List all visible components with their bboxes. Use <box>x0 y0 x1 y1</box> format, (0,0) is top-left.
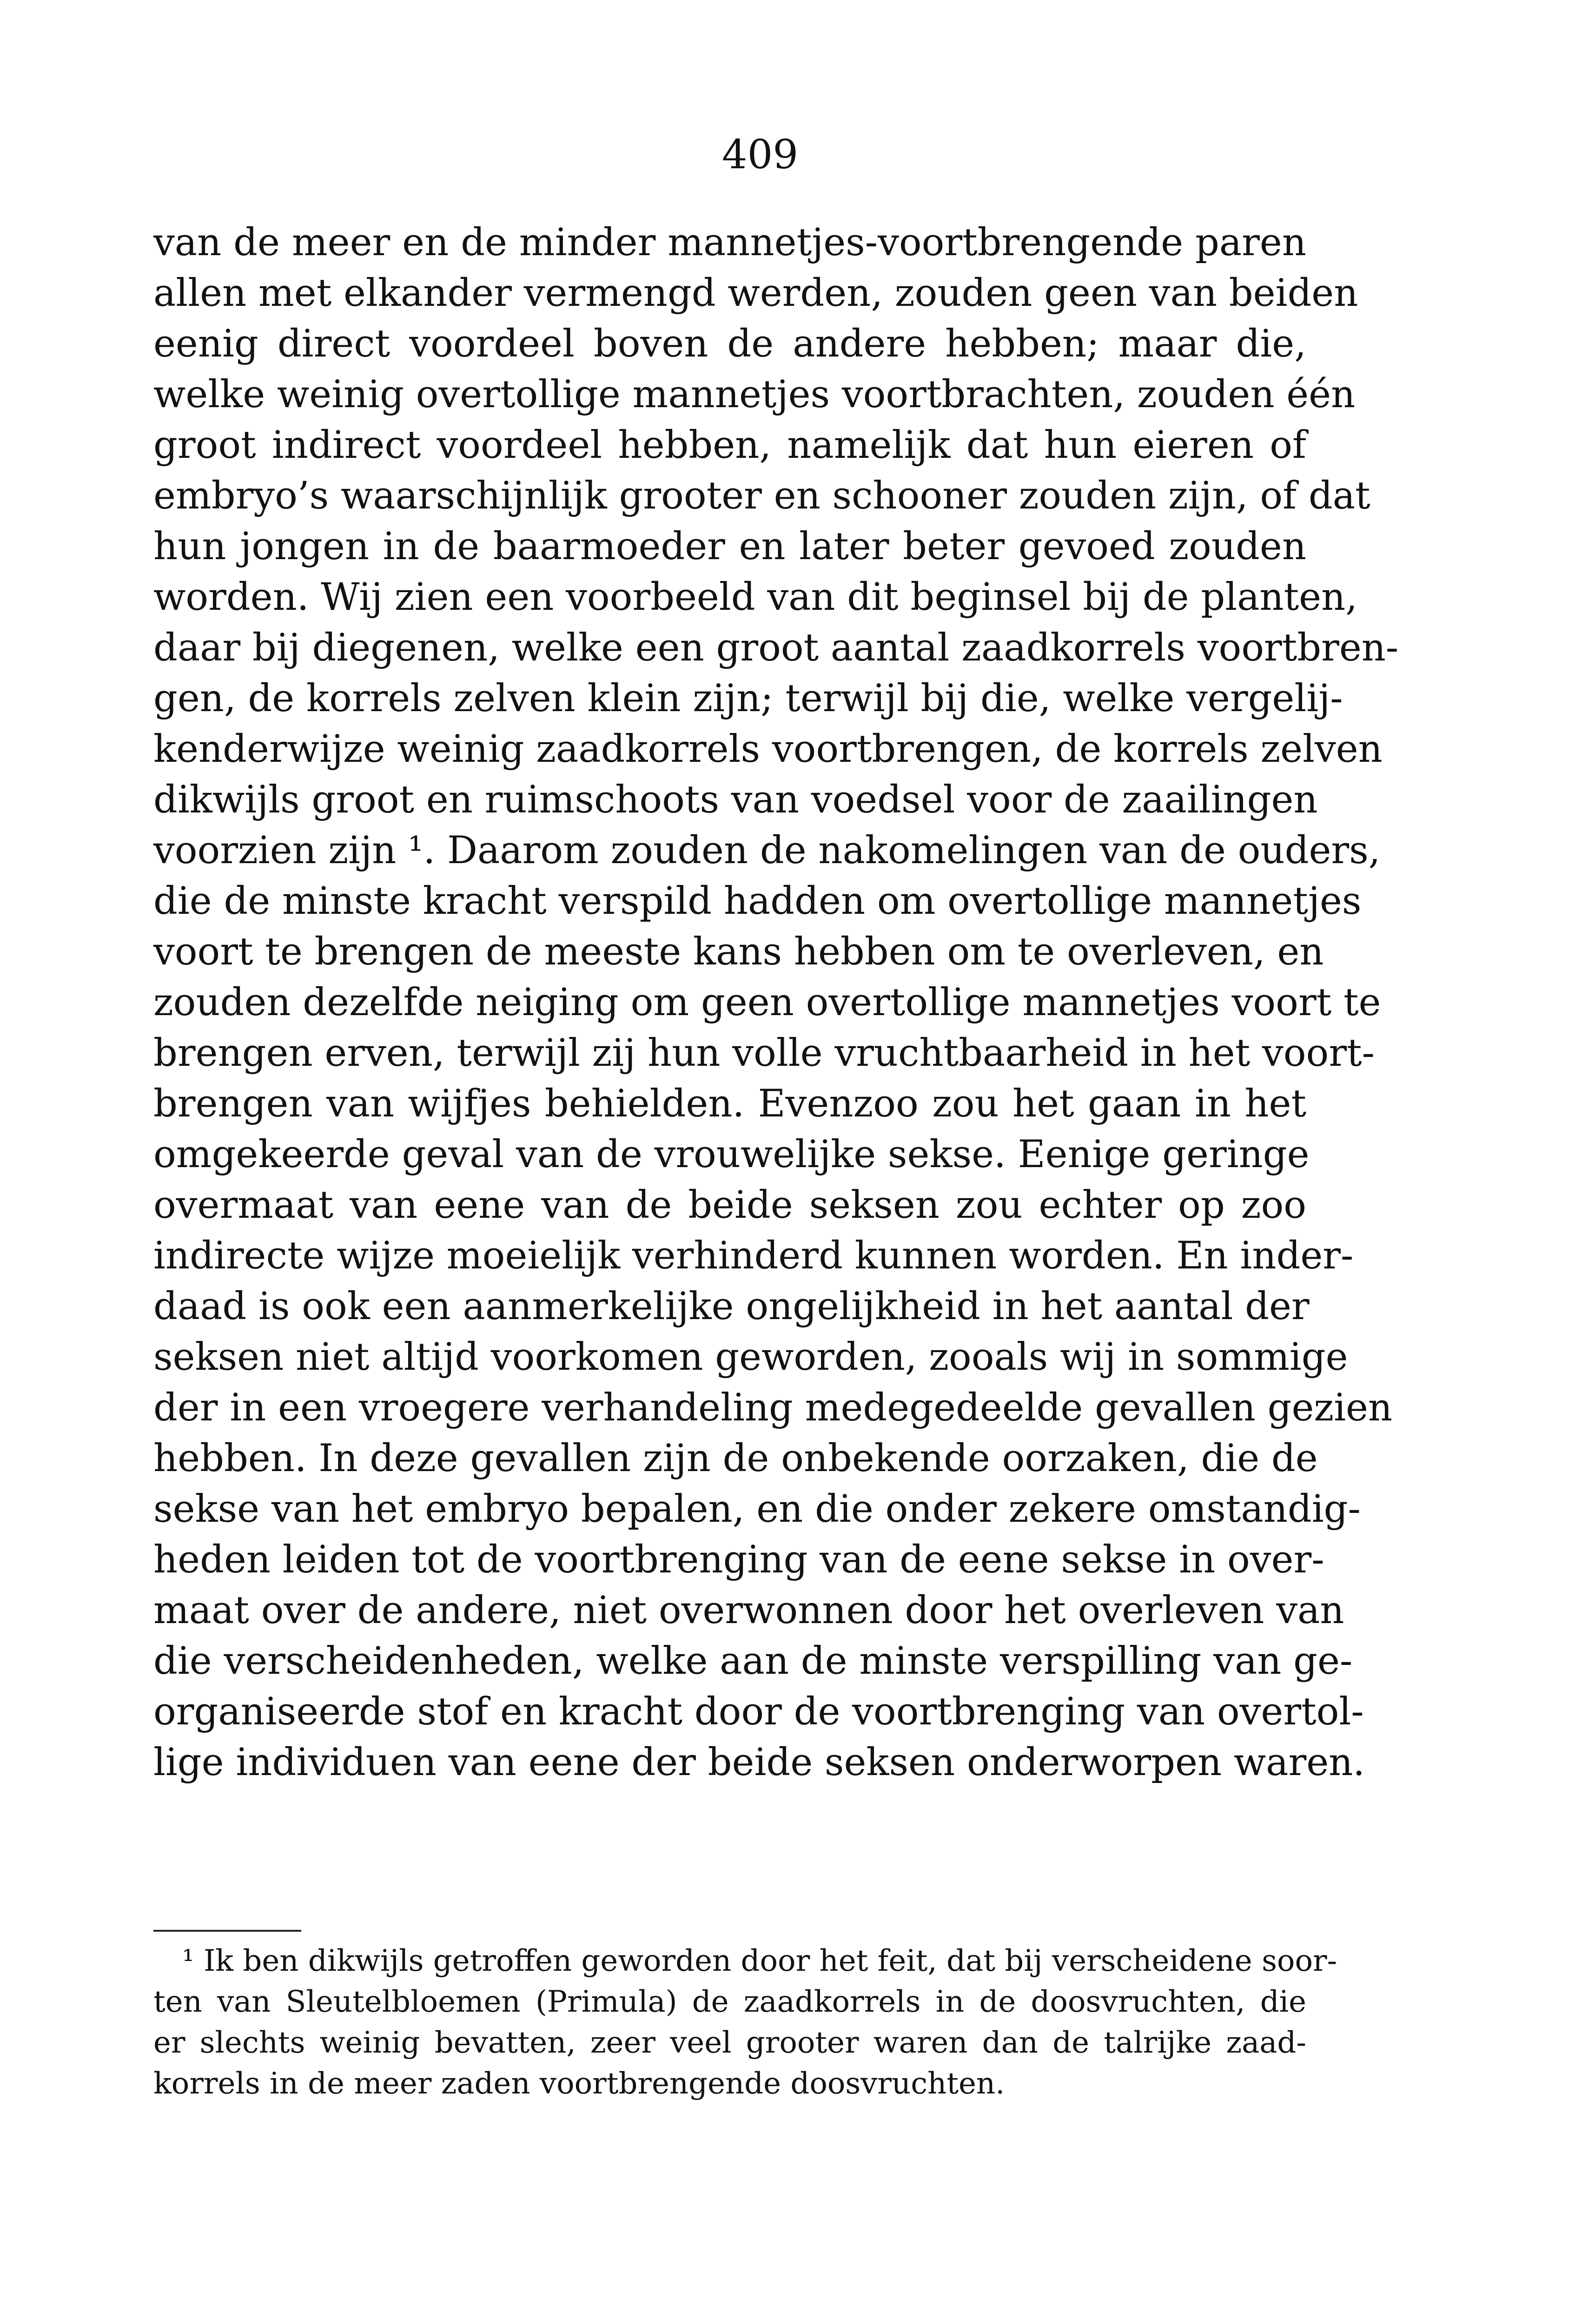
body-line: sekse van het embryo bepalen, en die onder zekere omstandig- <box>153 1487 1361 1531</box>
body-line: maat over de andere, niet overwonnen door het overleven van <box>153 1589 1344 1632</box>
body-line: heden leiden tot de voortbrenging van de eene sekse in over- <box>153 1538 1324 1582</box>
body-line: daad is ook een aanmerkelijke ongelijkheid in het aantal der <box>153 1285 1310 1328</box>
footnote <box>153 1941 1337 2104</box>
body-line: voorzien zijn ¹. Daarom zouden de nakomelingen van de ouders, <box>153 829 1381 872</box>
body-line: zouden dezelfde neiging om geen overtollige mannetjes voort te <box>153 981 1381 1024</box>
body-line: die de minste kracht verspild hadden om overtollige mannetjes <box>153 879 1362 923</box>
body-line: kenderwijze weinig zaadkorrels voortbrengen, de korrels zelven <box>153 727 1383 771</box>
body-line: gen, de korrels zelven klein zijn; terwijl bij die, welke vergelij- <box>153 677 1343 720</box>
body-line: groot indirect voordeel hebben, namelijk dat hun eieren of <box>153 423 1306 467</box>
body-line: van de meer en de minder mannetjes-voortbrengende paren <box>153 221 1306 264</box>
body-line: eenig direct voordeel boven de andere hebben; maar die, <box>153 322 1306 366</box>
footnote-line: korrels in de meer zaden voortbrengende doosvruchten. <box>153 2067 1005 2101</box>
body-line: daar bij diegenen, welke een groot aantal zaadkorrels voortbren- <box>153 626 1399 670</box>
body-line: organiseerde stof en kracht door de voortbrenging van overtol- <box>153 1690 1364 1734</box>
footnote-line: ten van Sleutelbloemen (Primula) de zaadkorrels in de doosvruchten, die <box>153 1985 1306 2019</box>
body-line: indirecte wijze moeielijk verhinderd kunnen worden. En inder- <box>153 1234 1354 1278</box>
footnote-line: ¹ Ik ben dikwijls getroffen geworden door het feit, dat bij verscheidene soor- <box>182 1944 1337 1978</box>
page-number: 409 <box>721 132 799 178</box>
body-line: seksen niet altijd voorkomen geworden, zooals wij in sommige <box>153 1335 1348 1379</box>
body-line: brengen van wijfjes behielden. Evenzoo zou het gaan in het <box>153 1082 1306 1126</box>
body-line: brengen erven, terwijl zij hun volle vruchtbaarheid in het voort- <box>153 1031 1375 1075</box>
body-line: omgekeerde geval van de vrouwelijke sekse. Eenige geringe <box>153 1133 1310 1176</box>
footnote-line: er slechts weinig bevatten, zeer veel grooter waren dan de talrijke zaad- <box>153 2026 1306 2060</box>
body-line: worden. Wij zien een voorbeeld van dit beginsel bij de planten, <box>153 575 1357 619</box>
body-line: embryo’s waarschijnlijk grooter en schooner zouden zijn, of dat <box>153 474 1370 518</box>
body-line: voort te brengen de meeste kans hebben om te overleven, en <box>153 930 1324 974</box>
body-line: hebben. In deze gevallen zijn de onbekende oorzaken, die de <box>153 1437 1318 1480</box>
body-line: die verscheidenheden, welke aan de minste verspilling van ge- <box>153 1639 1353 1683</box>
footnote-divider <box>153 1930 301 1932</box>
body-line: allen met elkander vermengd werden, zouden geen van beiden <box>153 271 1358 315</box>
body-line: lige individuen van eene der beide seksen onderworpen waren. <box>153 1741 1365 1784</box>
body-line: der in een vroegere verhandeling medegedeelde gevallen gezien <box>153 1386 1393 1430</box>
body-line: hun jongen in de baarmoeder en later beter gevoed zouden <box>153 525 1306 568</box>
body-line: overmaat van eene van de beide seksen zou echter op zoo <box>153 1183 1306 1227</box>
body-line: dikwijls groot en ruimschoots van voedsel voor de zaailingen <box>153 778 1318 822</box>
body-text <box>153 218 1399 1788</box>
body-line: welke weinig overtollige mannetjes voortbrachten, zouden één <box>153 373 1356 416</box>
